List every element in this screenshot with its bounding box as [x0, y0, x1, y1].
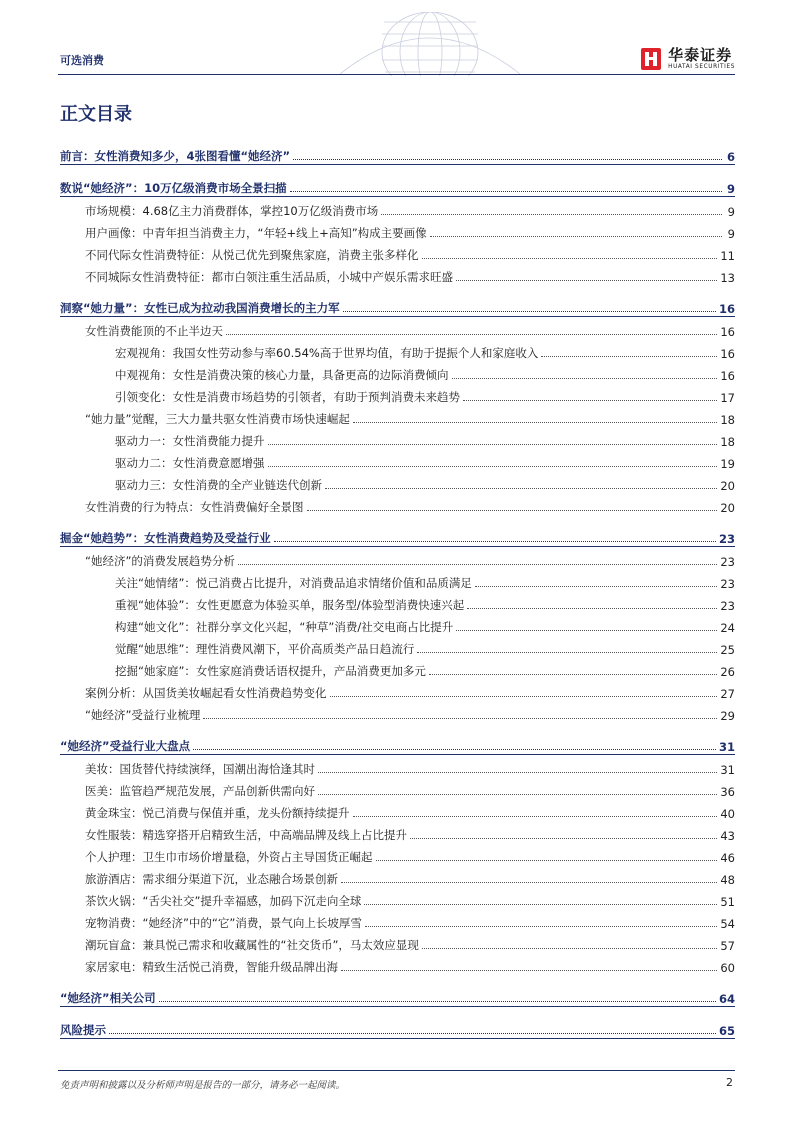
toc-entry-title: “她力量”觉醒，三大力量共驱女性消费市场快速崛起 [85, 412, 350, 426]
toc-entry-level-1[interactable] [60, 294, 735, 317]
toc-entry-level-3[interactable] [60, 471, 735, 493]
toc-entry-page: 11 [720, 249, 735, 263]
toc-entry-page: 16 [720, 369, 735, 383]
toc-entry-title: 医美：监管趋严规范发展，产品创新供需向好 [85, 784, 315, 798]
toc-entry-title: 觉醒“她思维”：理性消费风潮下，平价高质类产品日趋流行 [115, 642, 415, 656]
toc-entry-page: 57 [720, 939, 735, 953]
toc-leader-dots [467, 607, 717, 609]
toc-entry-level-1[interactable] [60, 524, 735, 547]
toc-leader-dots [376, 859, 718, 861]
toc-entry-level-2[interactable] [60, 547, 735, 569]
toc-entry-title: 关注“她情绪”：悦己消费占比提升，对消费品追求情绪价值和品质满足 [115, 576, 472, 590]
toc-entry-page: 31 [720, 763, 735, 777]
toc-entry-title: 重视“她体验”：女性更愿意为体验买单，服务型/体验型消费快速兴起 [115, 598, 465, 612]
toc-entry-page: 23 [720, 555, 735, 569]
toc-section-gap [60, 285, 735, 294]
toc-entry-page: 23 [720, 577, 735, 591]
toc-leader-dots [353, 421, 717, 423]
toc-entry-title: 驱动力三：女性消费的全产业链迭代创新 [115, 478, 322, 492]
toc-leader-dots [364, 903, 717, 905]
toc-entry-level-1[interactable] [60, 174, 735, 197]
toc-entry-page: 18 [720, 413, 735, 427]
toc-entry-page: 16 [718, 302, 735, 316]
toc-leader-dots [410, 837, 717, 839]
toc-entry-page: 27 [720, 687, 735, 701]
toc-entry-title: 前言：女性消费知多少，4张图看懂“她经济” [60, 149, 291, 163]
toc-entry-level-2[interactable] [60, 953, 735, 975]
toc-section-gap [60, 515, 735, 524]
toc-entry-level-3[interactable] [60, 383, 735, 405]
toc-leader-dots [293, 158, 722, 160]
toc-entry-level-2[interactable] [60, 777, 735, 799]
toc-entry-title: 用户画像：中青年担当消费主力，“年轻+线上+高知”构成主要画像 [85, 226, 427, 240]
toc-entry-page: 46 [720, 851, 735, 865]
toc-entry-level-2[interactable] [60, 317, 735, 339]
toc-leader-dots [318, 771, 717, 773]
toc-entry-level-2[interactable] [60, 799, 735, 821]
toc-leader-dots [307, 509, 718, 511]
toc-entry-level-1[interactable] [60, 984, 735, 1007]
toc-leader-dots [541, 355, 717, 357]
toc-entry-page: 29 [720, 709, 735, 723]
toc-entry-title: 数说“她经济”：10万亿级消费市场全景扫描 [60, 181, 287, 195]
toc-leader-dots [430, 235, 722, 237]
toc-entry-level-3[interactable] [60, 427, 735, 449]
toc-entry-level-3[interactable] [60, 613, 735, 635]
toc-entry-title: 案例分析：从国货美妆崛起看女性消费趋势变化 [85, 686, 327, 700]
toc-entry-title: 茶饮火锅：“舌尖社交”提升幸福感，加码下沉走向全球 [85, 894, 362, 908]
toc-entry-title: 不同城际女性消费特征：都市白领注重生活品质，小城中产娱乐需求旺盛 [85, 270, 453, 284]
toc-entry-title: 宠物消费：“她经济”中的“它”消费，景气向上长坡厚雪 [85, 916, 362, 930]
toc-entry-page: 9 [726, 182, 735, 196]
toc-entry-level-2[interactable] [60, 887, 735, 909]
toc-entry-page: 20 [720, 501, 735, 515]
toc-leader-dots [330, 695, 718, 697]
toc-leader-dots [422, 947, 717, 949]
toc-entry-level-3[interactable] [60, 635, 735, 657]
toc-section-gap [60, 975, 735, 984]
toc-entry-page: 43 [720, 829, 735, 843]
logo-text-en: HUATAI SECURITIES [668, 64, 735, 70]
toc-entry-title: 黄金珠宝：悦己消费与保值并重，龙头份额持续提升 [85, 806, 350, 820]
toc-entry-page: 26 [720, 665, 735, 679]
toc-entry-level-3[interactable] [60, 657, 735, 679]
toc-leader-dots [456, 279, 717, 281]
toc-leader-dots [353, 815, 718, 817]
toc-entry-title: 女性消费能顶的不止半边天 [85, 324, 223, 338]
toc-entry-level-3[interactable] [60, 569, 735, 591]
toc-leader-dots [268, 465, 718, 467]
toc-entry-page: 13 [720, 271, 735, 285]
footer-divider [58, 1070, 735, 1071]
toc-entry-title: 个人护理：卫生巾市场价增量稳，外资占主导国货正崛起 [85, 850, 373, 864]
toc-entry-level-2[interactable] [60, 493, 735, 515]
toc-section-gap [60, 723, 735, 732]
toc-leader-dots [422, 257, 718, 259]
toc-entry-page: 40 [720, 807, 735, 821]
toc-entry-title: “她经济”受益行业大盘点 [60, 739, 191, 753]
toc-entry-title: 驱动力一：女性消费能力提升 [115, 434, 265, 448]
toc-leader-dots [343, 310, 716, 312]
toc-entry-page: 23 [720, 599, 735, 613]
toc-entry-level-2[interactable] [60, 755, 735, 777]
toc-entry-level-2[interactable] [60, 909, 735, 931]
toc-leader-dots [463, 399, 717, 401]
footer-disclaimer: 免责声明和披露以及分析师声明是报告的一部分，请务必一起阅读。 [60, 1080, 346, 1091]
toc-entry-level-1[interactable] [60, 732, 735, 755]
toc-entry-title: 挖掘“她家庭”：女性家庭消费话语权提升，产品消费更加多元 [115, 664, 426, 678]
toc-entry-page: 9 [727, 227, 735, 241]
toc-entry-title: 女性消费的行为特点：女性消费偏好全景图 [85, 500, 304, 514]
huatai-logo [640, 44, 735, 74]
logo-text-cn: 华泰证券 [668, 46, 733, 64]
toc-entry-title: 潮玩盲盒：兼具悦己需求和收藏属性的“社交货币”，马太效应显现 [85, 938, 419, 952]
toc-entry-level-3[interactable] [60, 339, 735, 361]
toc-entry-page: 20 [720, 479, 735, 493]
toc-entry-page: 16 [720, 325, 735, 339]
toc-entry-page: 60 [720, 961, 735, 975]
toc-entry-title: 市场规模：4.68亿主力消费群体，掌控10万亿级消费市场 [85, 204, 379, 218]
toc-entry-title: “她经济”的消费发展趋势分析 [85, 554, 235, 568]
toc-entry-level-2[interactable] [60, 679, 735, 701]
toc-entry-page: 9 [727, 205, 735, 219]
toc-entry-title: 不同代际女性消费特征：从悦己优先到聚焦家庭，消费主张多样化 [85, 248, 419, 262]
toc-entry-page: 36 [720, 785, 735, 799]
toc-entry-title: 洞察“她力量”：女性已成为拉动我国消费增长的主力军 [60, 301, 340, 315]
toc-entry-title: “她经济”受益行业梳理 [85, 708, 201, 722]
toc-entry-level-3[interactable] [60, 449, 735, 471]
header-divider [58, 74, 735, 75]
toc-entry-title: 中观视角：女性是消费决策的核心力量，具备更高的边际消费倾向 [115, 368, 449, 382]
toc-leader-dots [341, 881, 717, 883]
toc-entry-level-2[interactable] [60, 865, 735, 887]
toc-entry-level-2[interactable] [60, 405, 735, 427]
toc-entry-title: 构建“她文化”：社群分享文化兴起，“种草”消费/社交电商占比提升 [115, 620, 454, 634]
toc-entry-level-3[interactable] [60, 591, 735, 613]
toc-entry-page: 24 [720, 621, 735, 635]
toc-leader-dots [325, 487, 717, 489]
toc-entry-title: 旅游酒店：需求细分渠道下沉，业态融合场景创新 [85, 872, 338, 886]
toc-leader-dots [268, 443, 718, 445]
toc-section-gap [60, 1007, 735, 1016]
toc-leader-dots [193, 748, 716, 750]
toc-entry-level-2[interactable] [60, 843, 735, 865]
toc-entry-page: 17 [720, 391, 735, 405]
toc-leader-dots [456, 629, 717, 631]
toc-leader-dots [109, 1032, 716, 1034]
huatai-logo-icon [640, 47, 662, 71]
toc-entry-title: 美妆：国货替代持续演绎，国潮出海恰逢其时 [85, 762, 315, 776]
toc-entry-title: 驱动力二：女性消费意愿增强 [115, 456, 265, 470]
toc-entry-page: 19 [720, 457, 735, 471]
toc-leader-dots [429, 673, 717, 675]
toc-leader-dots [365, 925, 718, 927]
toc-entry-level-2[interactable] [60, 241, 735, 263]
toc-entry-page: 54 [720, 917, 735, 931]
toc-leader-dots [203, 717, 717, 719]
toc-section-gap [60, 165, 735, 174]
toc-entry-title: “她经济”相关公司 [60, 991, 156, 1005]
toc-leader-dots [318, 793, 717, 795]
toc-entry-page: 64 [718, 992, 735, 1006]
globe-watermark-icon [330, 12, 530, 76]
toc-entry-level-1[interactable] [60, 1016, 735, 1039]
toc-entry-page: 25 [720, 643, 735, 657]
toc-entry-title: 家居家电：精致生活悦己消费，智能升级品牌出海 [85, 960, 338, 974]
toc-entry-page: 31 [718, 740, 735, 754]
toc-entry-title: 女性服装：精选穿搭开启精致生活，中高端品牌及线上占比提升 [85, 828, 407, 842]
toc-entry-level-2[interactable] [60, 821, 735, 843]
toc-entry-level-2[interactable] [60, 263, 735, 285]
toc-entry-page: 16 [720, 347, 735, 361]
toc-entry-level-3[interactable] [60, 361, 735, 383]
toc-entry-level-1[interactable] [60, 142, 735, 165]
toc-leader-dots [159, 1000, 716, 1002]
toc-entry-page: 48 [720, 873, 735, 887]
toc-leader-dots [452, 377, 718, 379]
toc-leader-dots [274, 540, 716, 542]
toc-entry-level-2[interactable] [60, 701, 735, 723]
toc-leader-dots [290, 190, 722, 192]
toc-entry-page: 51 [720, 895, 735, 909]
toc-leader-dots [381, 213, 722, 215]
toc-leader-dots [238, 563, 717, 565]
toc-entry-title: 掘金“她趋势”：女性消费趋势及受益行业 [60, 531, 271, 545]
toc-entry-level-2[interactable] [60, 197, 735, 219]
toc-leader-dots [226, 333, 717, 335]
toc-entry-title: 风险提示 [60, 1023, 106, 1037]
toc-title: 正文目录 [60, 104, 132, 125]
toc-entry-page: 6 [726, 150, 735, 164]
toc-entry-title: 引领变化：女性是消费市场趋势的引领者，有助于预判消费未来趋势 [115, 390, 460, 404]
toc-entry-page: 23 [718, 532, 735, 546]
toc-entry-title: 宏观视角：我国女性劳动参与率60.54%高于世界均值，有助于提振个人和家庭收入 [115, 346, 539, 360]
toc-entry-level-2[interactable] [60, 931, 735, 953]
toc-leader-dots [475, 585, 717, 587]
toc-entry-level-2[interactable] [60, 219, 735, 241]
page-number: 2 [726, 1076, 733, 1089]
toc-leader-dots [341, 969, 717, 971]
table-of-contents [60, 142, 735, 1039]
toc-entry-page: 18 [720, 435, 735, 449]
toc-entry-page: 65 [718, 1024, 735, 1038]
header-category: 可选消费 [60, 54, 104, 67]
toc-leader-dots [417, 651, 717, 653]
